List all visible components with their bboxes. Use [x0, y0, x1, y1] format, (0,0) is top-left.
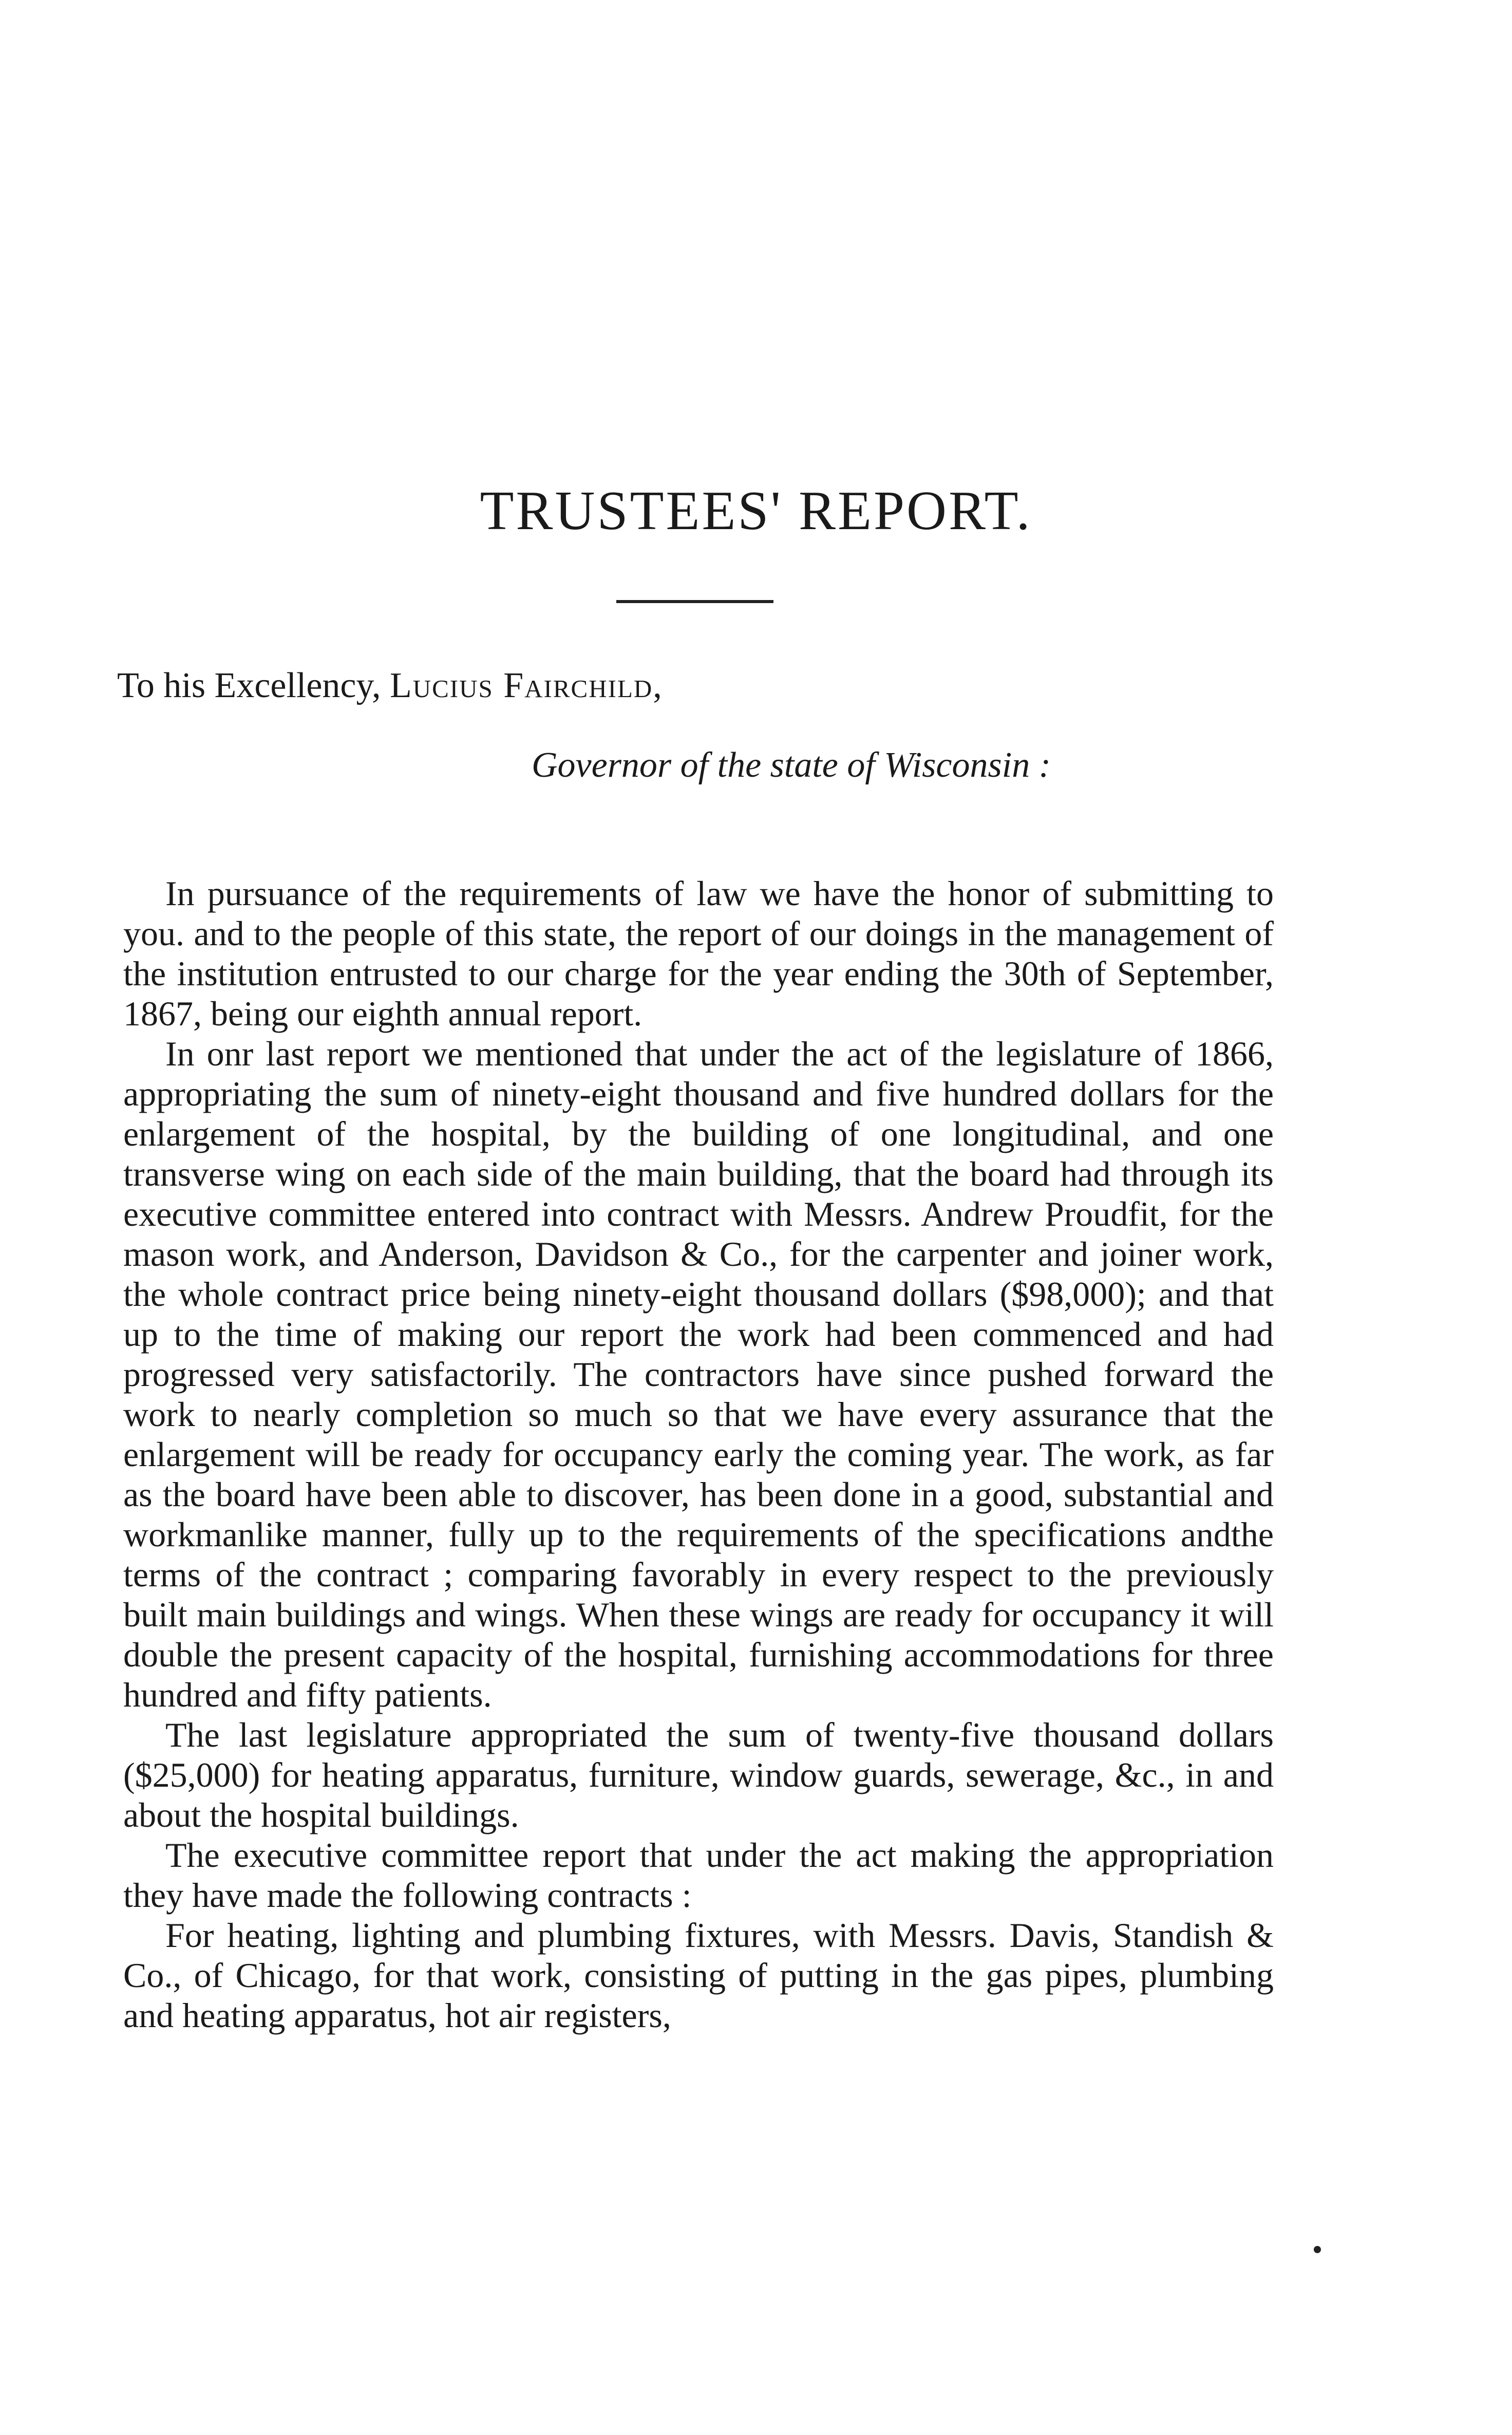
report-body — [123, 873, 1274, 2035]
title-divider — [616, 600, 773, 603]
report-title: TRUSTEES' REPORT. — [480, 480, 1032, 541]
salutation — [117, 663, 662, 709]
governor-name: Lucius Fairchild — [389, 666, 653, 705]
paragraph-5: For heating, lighting and plumbing fixtures, with Messrs. Davis, Standish & Co., of Chicago, for that work, consisting of putting in the gas pipes, plumbing and heating apparatus, hot air registers, — [123, 1916, 1274, 2035]
paragraph-1: In pursuance of the requirements of law we have the honor of submitting to you. and to the people of this state, the report of our doings in the management of the institution entrusted to our charge for the year ending the 30th of September, 1867, being our eighth annual report. — [123, 874, 1274, 1033]
paragraph-3: The last legislature appropriated the sum of twenty-five thousand dollars ($25,000) for heating apparatus, furniture, window guards, sewerage, &c., in and about the hospital buildings. — [123, 1715, 1274, 1834]
salutation-prefix: To his Excellency, — [117, 666, 381, 705]
addressee-line: Governor of the state of Wisconsin : — [532, 745, 1051, 785]
paragraph-2: In onr last report we mentioned that under the act of the legislature of 1866, appropriating the sum of ninety-eight thousand and five hundred dollars for the enlargement of the hospital, by the building of one longitudinal, and one transverse wing on each side of the main building, that the board had through its executive committee entered into contract with Messrs. Andrew Proudfit, for the mason work, and Anderson, Davidson & Co., for the carpenter and joiner work, the whole contract price being ninety-eight thousand dollars ($98,000); and that up to the time of making our report the work had been commenced and had progressed very satisfactorily. The contractors have since pushed forward the work to nearly completion so much so that we have every assurance that the enlargement will be ready for occupancy early the coming year. The work, as far as the board have been able to discover, has been done in a good, substantial and workmanlike manner, fully up to the requirements of the specifications andthe terms of the contract ; comparing favorably in every respect to the previously built main buildings and wings. When these wings are ready for occupancy it will double the present capacity of the hospital, furnishing accommodations for three hundred and fifty patients. — [123, 1034, 1274, 1714]
salutation-suffix: , — [653, 666, 662, 705]
paragraph-4: The executive committee report that under the act making the appropriation they have made the following contracts : — [123, 1835, 1274, 1915]
margin-mark — [1314, 2246, 1321, 2253]
